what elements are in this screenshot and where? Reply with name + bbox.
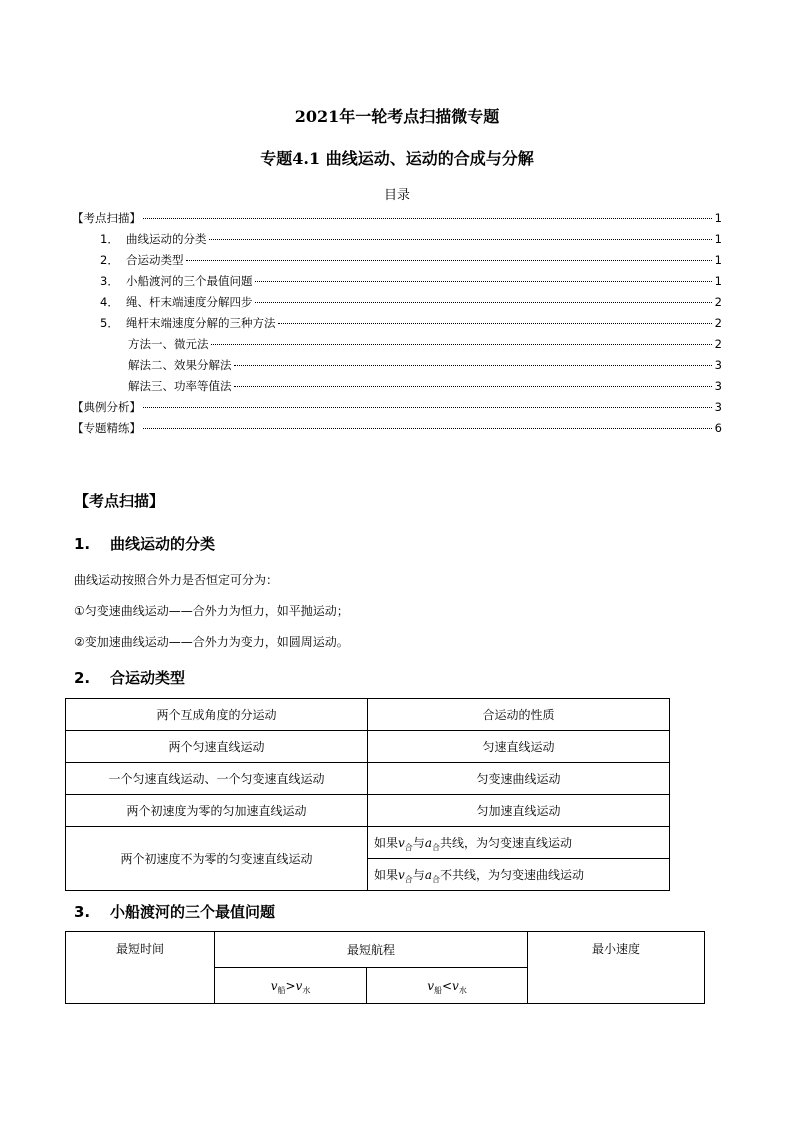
subscript: 船: [277, 985, 286, 995]
toc-entry-text: 【考点扫描】: [72, 211, 141, 225]
section-scan-heading: 【考点扫描】: [74, 492, 165, 510]
table-header-cell: 最短时间: [66, 932, 215, 1004]
section-heading-2: [74, 667, 185, 688]
velocity-symbol: v: [427, 978, 434, 993]
velocity-symbol: v: [270, 978, 278, 993]
toc-entry[interactable]: [72, 294, 722, 315]
table-cell: [215, 968, 367, 1004]
table-cell: 两个匀速直线运动: [66, 731, 368, 763]
toc-entry-text: 解法二、效果分解法: [128, 358, 232, 372]
velocity-symbol: v: [452, 978, 459, 993]
table-cell: [368, 827, 670, 859]
table-header-row: [66, 932, 705, 968]
toc-entry-page: 2: [714, 337, 722, 351]
cell-text: 共线，为匀变速直线运动: [439, 836, 572, 850]
toc-entry-page: 2: [714, 316, 722, 330]
subscript: 合: [404, 875, 413, 884]
section-number: 3.: [74, 903, 91, 921]
velocity-symbol: v: [398, 836, 405, 850]
toc-leader-dots: [143, 218, 712, 219]
toc-entry-text: 绳、杆末端速度分解四步: [126, 295, 253, 309]
toc-entry-number: 1．: [100, 232, 119, 246]
toc-entry[interactable]: [72, 378, 722, 399]
boat-crossing-table: [65, 931, 705, 1004]
subscript: 合: [404, 843, 413, 852]
toc-entry-text: 绳杆末端速度分解的三种方法: [126, 316, 276, 330]
cell-text: 不共线，为匀变速曲线运动: [439, 868, 584, 882]
toc-entry-text: 合运动类型: [126, 253, 184, 267]
toc-entry-number: 4．: [100, 295, 119, 309]
toc-leader-dots: [255, 281, 713, 282]
toc-entry-number: 3．: [100, 274, 119, 288]
table-header-row: [66, 699, 670, 731]
section-title: 合运动类型: [110, 669, 186, 687]
toc-entry-page: 3: [714, 379, 722, 393]
table-row: [66, 731, 670, 763]
toc-entry-text: 曲线运动的分类: [126, 232, 207, 246]
toc-leader-dots: [143, 407, 712, 408]
toc-entry-page: 6: [714, 421, 722, 435]
cell-text: 如果: [374, 836, 399, 850]
section-heading-1: [74, 533, 215, 554]
table-cell: 匀变速曲线运动: [368, 763, 670, 795]
table-cell: [368, 859, 670, 891]
table-cell: 匀速直线运动: [368, 731, 670, 763]
table-cell: 两个初速度为零的匀加速直线运动: [66, 795, 368, 827]
toc-heading: 目录: [383, 188, 410, 203]
toc-entry[interactable]: [72, 231, 722, 252]
table-of-contents: [72, 210, 722, 441]
toc-entry-page: 1: [714, 211, 722, 225]
toc-entry-page: 1: [714, 253, 722, 267]
toc-entry-number: 5．: [100, 316, 119, 330]
toc-entry-page: 3: [714, 400, 722, 414]
table-header-cell: 两个互成角度的分运动: [66, 699, 368, 731]
toc-leader-dots: [186, 260, 713, 261]
document-subtitle: 专题4.1 曲线运动、运动的合成与分解: [260, 149, 534, 168]
comparison-operator: >: [285, 978, 296, 993]
acceleration-symbol: a: [424, 836, 432, 850]
table-cell: 匀加速直线运动: [368, 795, 670, 827]
section-number: 1.: [74, 535, 91, 553]
section-title: 曲线运动的分类: [110, 535, 216, 553]
toc-entry-page: 3: [714, 358, 722, 372]
table-header-cell: 合运动的性质: [368, 699, 670, 731]
toc-entry-text: 【典例分析】: [72, 400, 141, 414]
table-cell: 两个初速度不为零的匀变速直线运动: [66, 827, 368, 891]
toc-leader-dots: [278, 323, 713, 324]
toc-leader-dots: [211, 344, 713, 345]
subscript: 船: [433, 985, 442, 995]
table-row: [66, 795, 670, 827]
subscript: 水: [302, 985, 311, 995]
section-heading-3: [74, 901, 275, 922]
table-cell: 一个匀速直线运动、一个匀变速直线运动: [66, 763, 368, 795]
toc-entry-text: 小船渡河的三个最值问题: [126, 274, 253, 288]
toc-entry[interactable]: [72, 252, 722, 273]
toc-entry-text: 【专题精练】: [72, 421, 141, 435]
motion-type-table: [65, 698, 670, 891]
paragraph: ②变加速曲线运动——合外力为变力，如圆周运动。: [74, 635, 349, 649]
toc-entry-page: 2: [714, 295, 722, 309]
toc-entry-page: 1: [714, 274, 722, 288]
velocity-symbol: v: [398, 868, 405, 882]
velocity-symbol: v: [295, 978, 303, 993]
toc-leader-dots: [143, 428, 712, 429]
toc-entry[interactable]: [72, 357, 722, 378]
subscript: 合: [431, 843, 440, 852]
paragraph: 曲线运动按照合外力是否恒定可分为：: [74, 573, 279, 587]
subscript: 水: [458, 985, 467, 995]
toc-entry-page: 1: [714, 232, 722, 246]
toc-entry-text: 方法一、微元法: [128, 337, 209, 351]
cell-text: 与: [412, 836, 425, 850]
cell-text: 与: [412, 868, 425, 882]
toc-leader-dots: [234, 386, 713, 387]
acceleration-symbol: a: [424, 868, 432, 882]
subscript: 合: [431, 875, 440, 884]
document-title: 2021年一轮考点扫描微专题: [294, 107, 500, 126]
toc-entry-number: 2．: [100, 253, 119, 267]
toc-entry[interactable]: [72, 315, 722, 336]
toc-leader-dots: [234, 365, 713, 366]
section-number: 2.: [74, 669, 91, 687]
paragraph: ①匀变速曲线运动——合外力为恒力，如平抛运动；: [74, 604, 349, 618]
toc-entry[interactable]: [72, 273, 722, 294]
toc-leader-dots: [209, 239, 713, 240]
toc-leader-dots: [255, 302, 713, 303]
toc-entry-text: 解法三、功率等值法: [128, 379, 232, 393]
table-header-cell: 最短航程: [215, 932, 528, 968]
toc-entry[interactable]: [72, 210, 722, 231]
table-cell: [367, 968, 528, 1004]
comparison-operator: <: [441, 978, 453, 993]
table-header-cell: 最小速度: [528, 932, 705, 1004]
toc-entry[interactable]: [72, 420, 722, 441]
cell-text: 如果: [374, 868, 399, 882]
table-row: [66, 827, 670, 859]
section-title: 小船渡河的三个最值问题: [110, 903, 276, 921]
table-row: [66, 763, 670, 795]
toc-entry[interactable]: [72, 336, 722, 357]
toc-entry[interactable]: [72, 399, 722, 420]
